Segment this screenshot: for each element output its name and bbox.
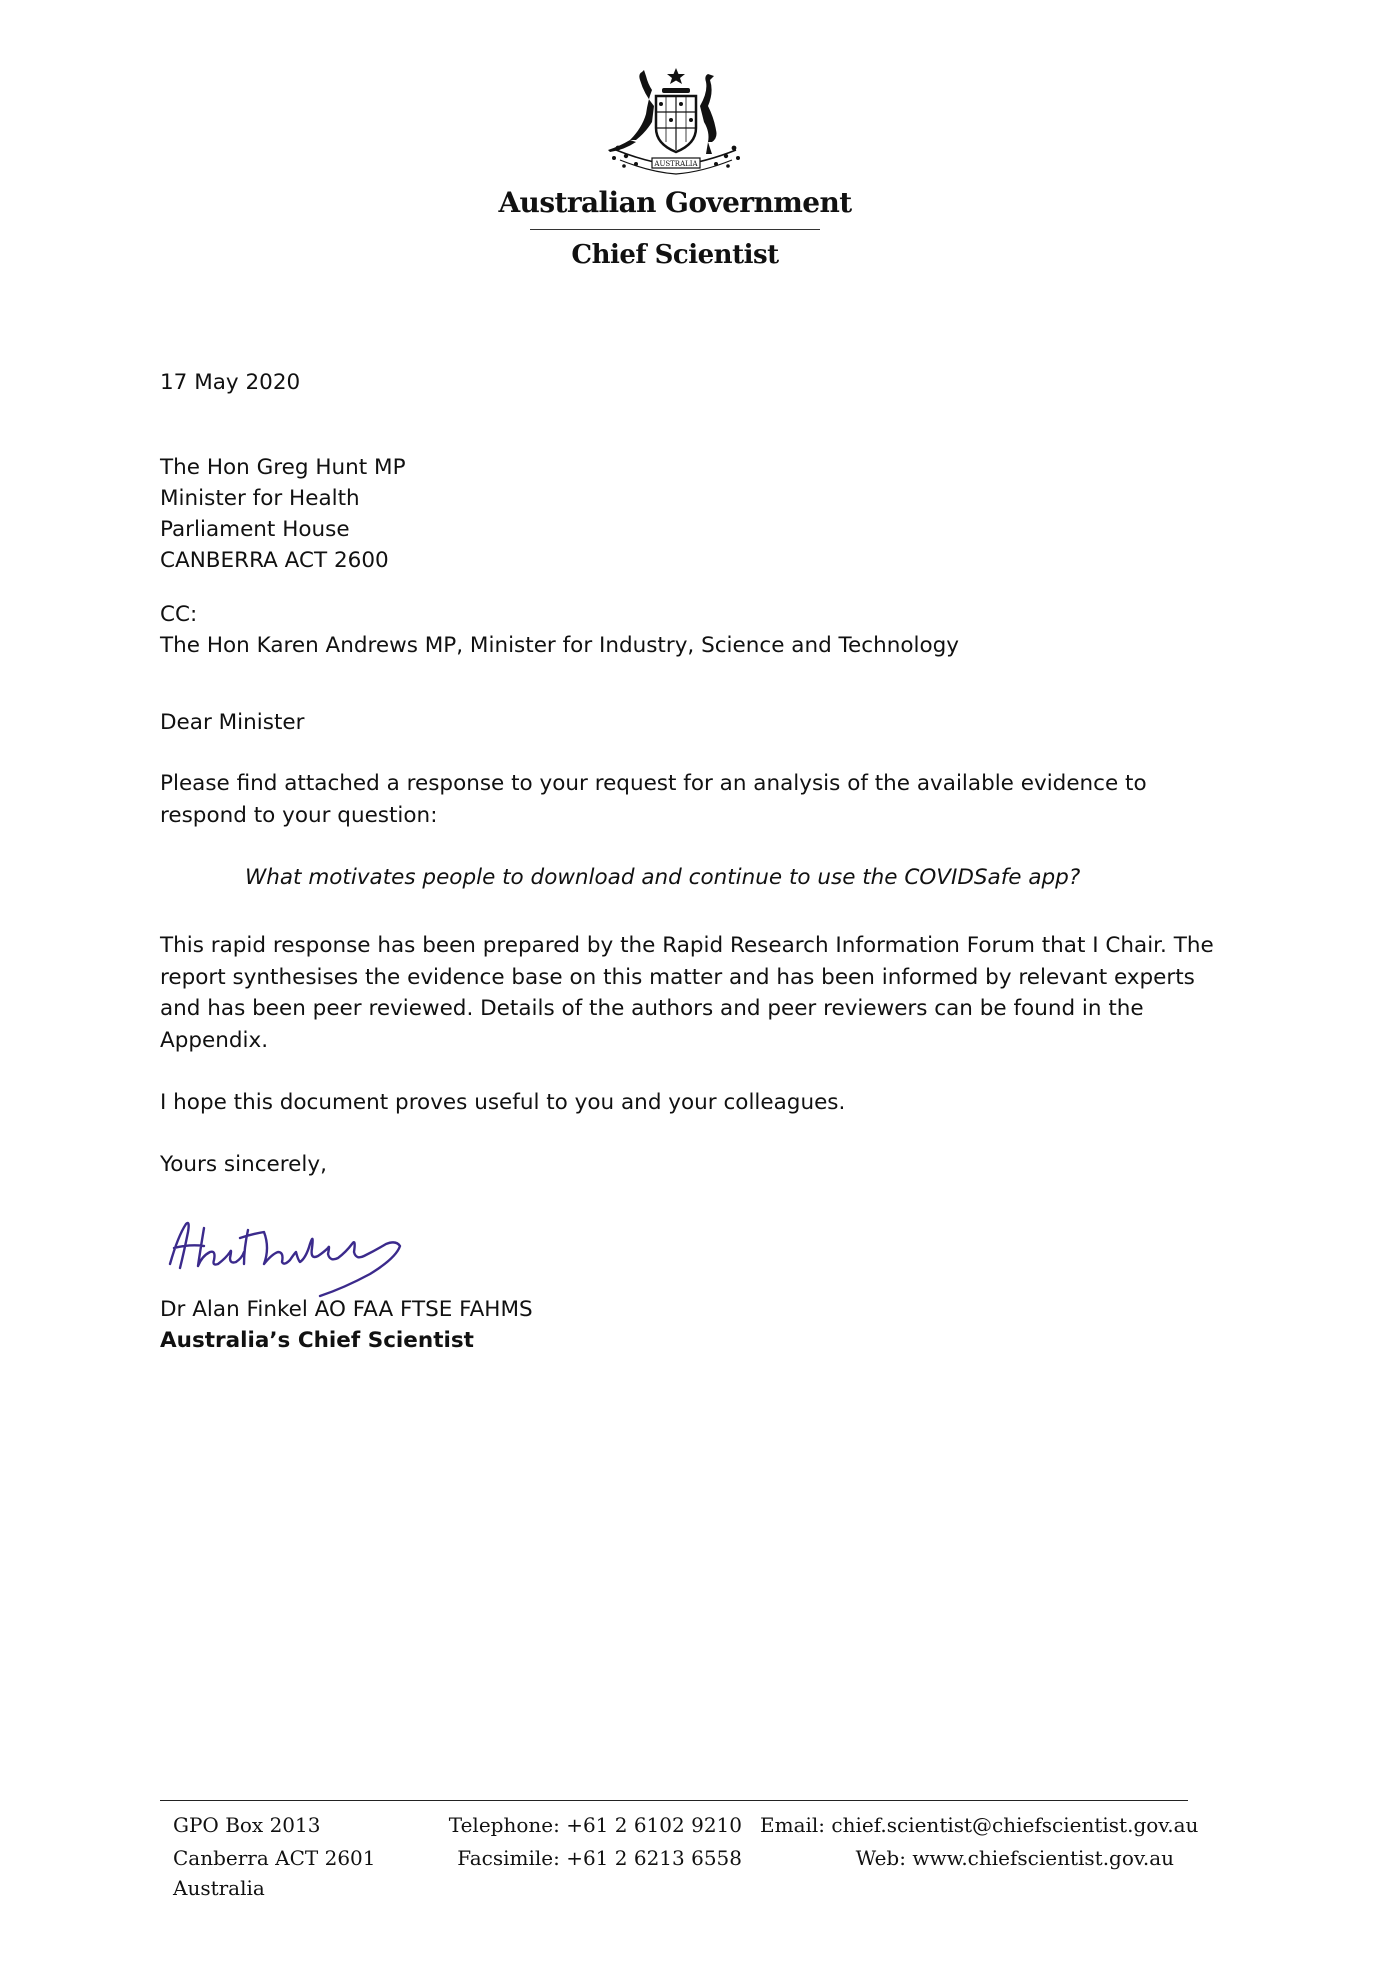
footer-email[interactable]: Email: chief.scientist@chiefscientist.gov.au	[760, 1813, 1199, 1837]
paragraph-line: report synthesises the evidence base on this matter and has been informed by relevant experts	[160, 964, 1195, 990]
closing: Yours sincerely,	[160, 1152, 327, 1177]
footer-po-box: GPO Box 2013	[173, 1813, 321, 1837]
handwritten-signature	[160, 1208, 420, 1298]
question-quote: What motivates people to download and continue to use the COVIDSafe app?	[245, 865, 1081, 890]
paragraph-line: Appendix.	[160, 1027, 269, 1053]
recipient-city: CANBERRA ACT 2600	[160, 548, 389, 573]
paragraph-line: This rapid response has been prepared by the Rapid Research Information Forum that I Chair. The	[160, 933, 1214, 958]
footer-facsimile: Facsimile: +61 2 6213 6558	[457, 1846, 742, 1870]
paragraph-line: respond to your question:	[160, 802, 438, 828]
recipient-name: The Hon Greg Hunt MP	[160, 455, 406, 480]
letterhead-divider	[530, 229, 820, 230]
crest-motto: AUSTRALIA	[654, 160, 698, 168]
government-name: Australian Government	[498, 186, 852, 219]
footer-web[interactable]: Web: www.chiefscientist.gov.au	[855, 1846, 1174, 1870]
salutation: Dear Minister	[160, 710, 305, 735]
cc-recipient: The Hon Karen Andrews MP, Minister for Industry, Science and Technology	[160, 633, 959, 658]
paragraph-line: Please find attached a response to your request for an analysis of the available evidence to	[160, 771, 1147, 796]
footer-country: Australia	[173, 1876, 265, 1900]
signatory-name: Dr Alan Finkel AO FAA FTSE FAHMS	[160, 1297, 533, 1322]
signatory-title: Australia’s Chief Scientist	[160, 1328, 474, 1353]
office-name: Chief Scientist	[571, 240, 779, 270]
paragraph-line: and has been peer reviewed. Details of the authors and peer reviewers can be found in the	[160, 996, 1144, 1021]
coat-of-arms-icon	[596, 66, 756, 178]
recipient-title: Minister for Health	[160, 486, 360, 511]
recipient-address: Parliament House	[160, 517, 350, 542]
footer-telephone: Telephone: +61 2 6102 9210	[448, 1813, 742, 1837]
body-paragraph-2	[160, 930, 1214, 1056]
cc-label: CC:	[160, 602, 198, 627]
footer-divider	[160, 1800, 1188, 1801]
letter-date: 17 May 2020	[160, 370, 301, 395]
body-paragraph-1	[160, 768, 1210, 831]
footer-city: Canberra ACT 2601	[173, 1846, 376, 1870]
body-paragraph-3: I hope this document proves useful to you and your colleagues.	[160, 1090, 846, 1115]
